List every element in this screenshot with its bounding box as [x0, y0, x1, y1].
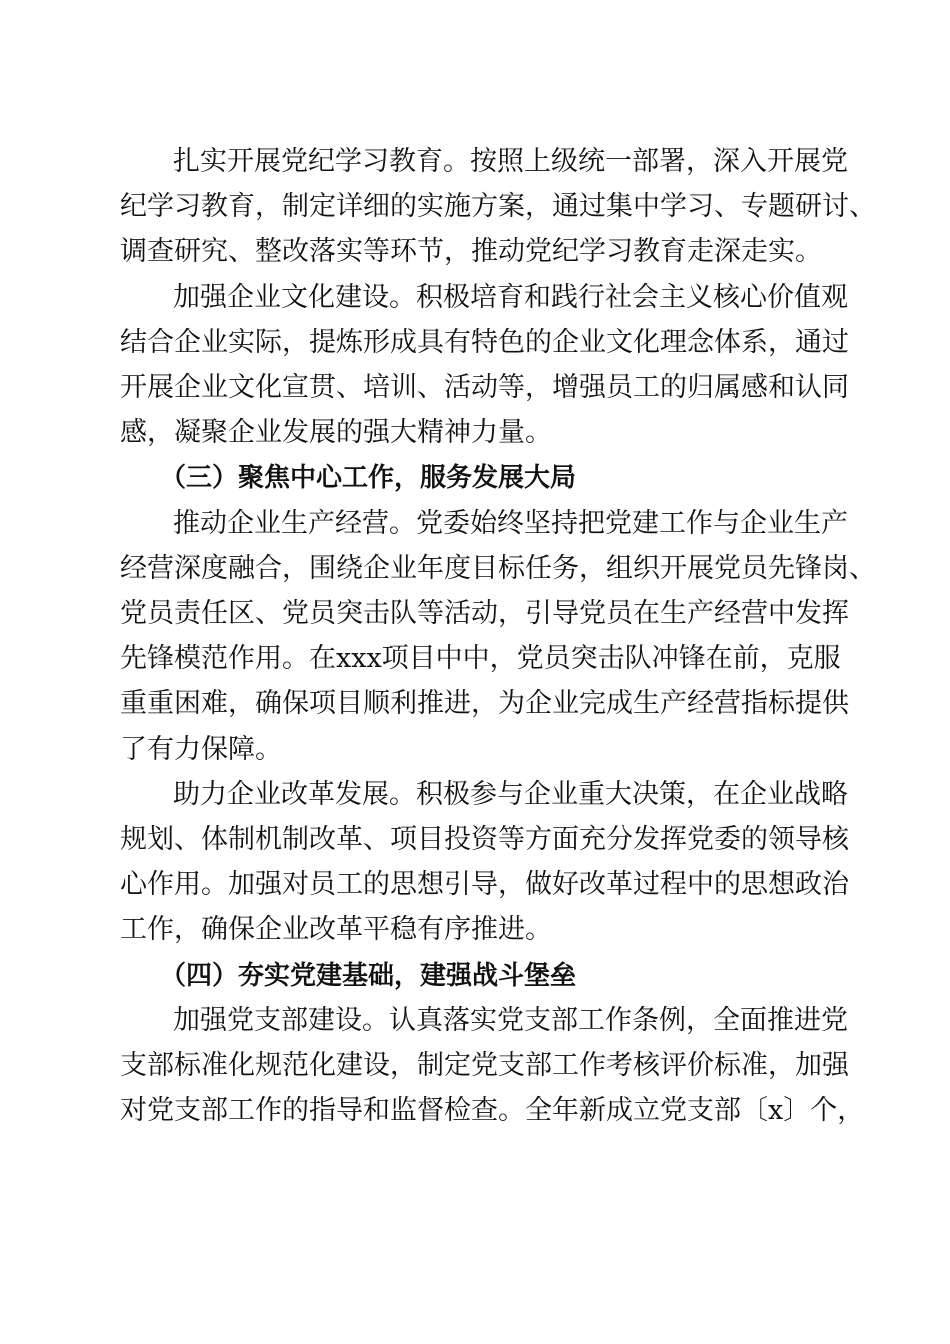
text-line: 纪学习教育，制定详细的实施方案，通过集中学习、专题研讨、: [120, 191, 876, 222]
text-line: 工作，确保企业改革平稳有序推进。: [120, 914, 552, 945]
section-heading: （三）聚焦中心工作，服务发展大局: [160, 463, 577, 493]
text-line: 经营深度融合，围绕企业年度目标任务，组织开展党员先锋岗、: [120, 553, 876, 584]
text-line: 助力企业改革发展。积极参与企业重大决策，在企业战略: [173, 779, 848, 810]
text-line: 开展企业文化宣贯、培训、活动等，增强员工的归属感和认同: [120, 372, 849, 403]
text-line: 结合企业实际，提炼形成具有特色的企业文化理念体系，通过: [120, 327, 849, 358]
text-line: 规划、体制机制改革、项目投资等方面充分发挥党委的领导核: [120, 824, 849, 855]
text-line: 加强党支部建设。认真落实党支部工作条例，全面推进党: [173, 1005, 848, 1036]
text-line: 了有力保障。: [120, 734, 282, 765]
text-line: 先锋模范作用。在xxx项目中中，党员突击队冲锋在前，克服: [120, 643, 841, 674]
text-line: 感，凝聚企业发展的强大精神力量。: [120, 417, 552, 448]
text-line: 对党支部工作的指导和监督检查。全年新成立党支部〔x〕个，: [120, 1095, 865, 1126]
text-line: 加强企业文化建设。积极培育和践行社会主义核心价值观: [173, 282, 848, 313]
text-line: 扎实开展党纪学习教育。按照上级统一部署，深入开展党: [173, 146, 848, 177]
text-line: 重重困难，确保项目顺利推进，为企业完成生产经营指标提供: [120, 688, 849, 719]
text-line: 心作用。加强对员工的思想引导，做好改革过程中的思想政治: [120, 869, 849, 900]
section-heading: （四）夯实党建基础，建强战斗堡垒: [160, 961, 577, 991]
text-line: 推动企业生产经营。党委始终坚持把党建工作与企业生产: [173, 508, 848, 539]
text-line: 党员责任区、党员突击队等活动，引导党员在生产经营中发挥: [120, 598, 849, 629]
text-line: 调查研究、整改落实等环节，推动党纪学习教育走深走实。: [120, 236, 822, 267]
text-line: 支部标准化规范化建设，制定党支部工作考核评价标准，加强: [120, 1050, 849, 1081]
